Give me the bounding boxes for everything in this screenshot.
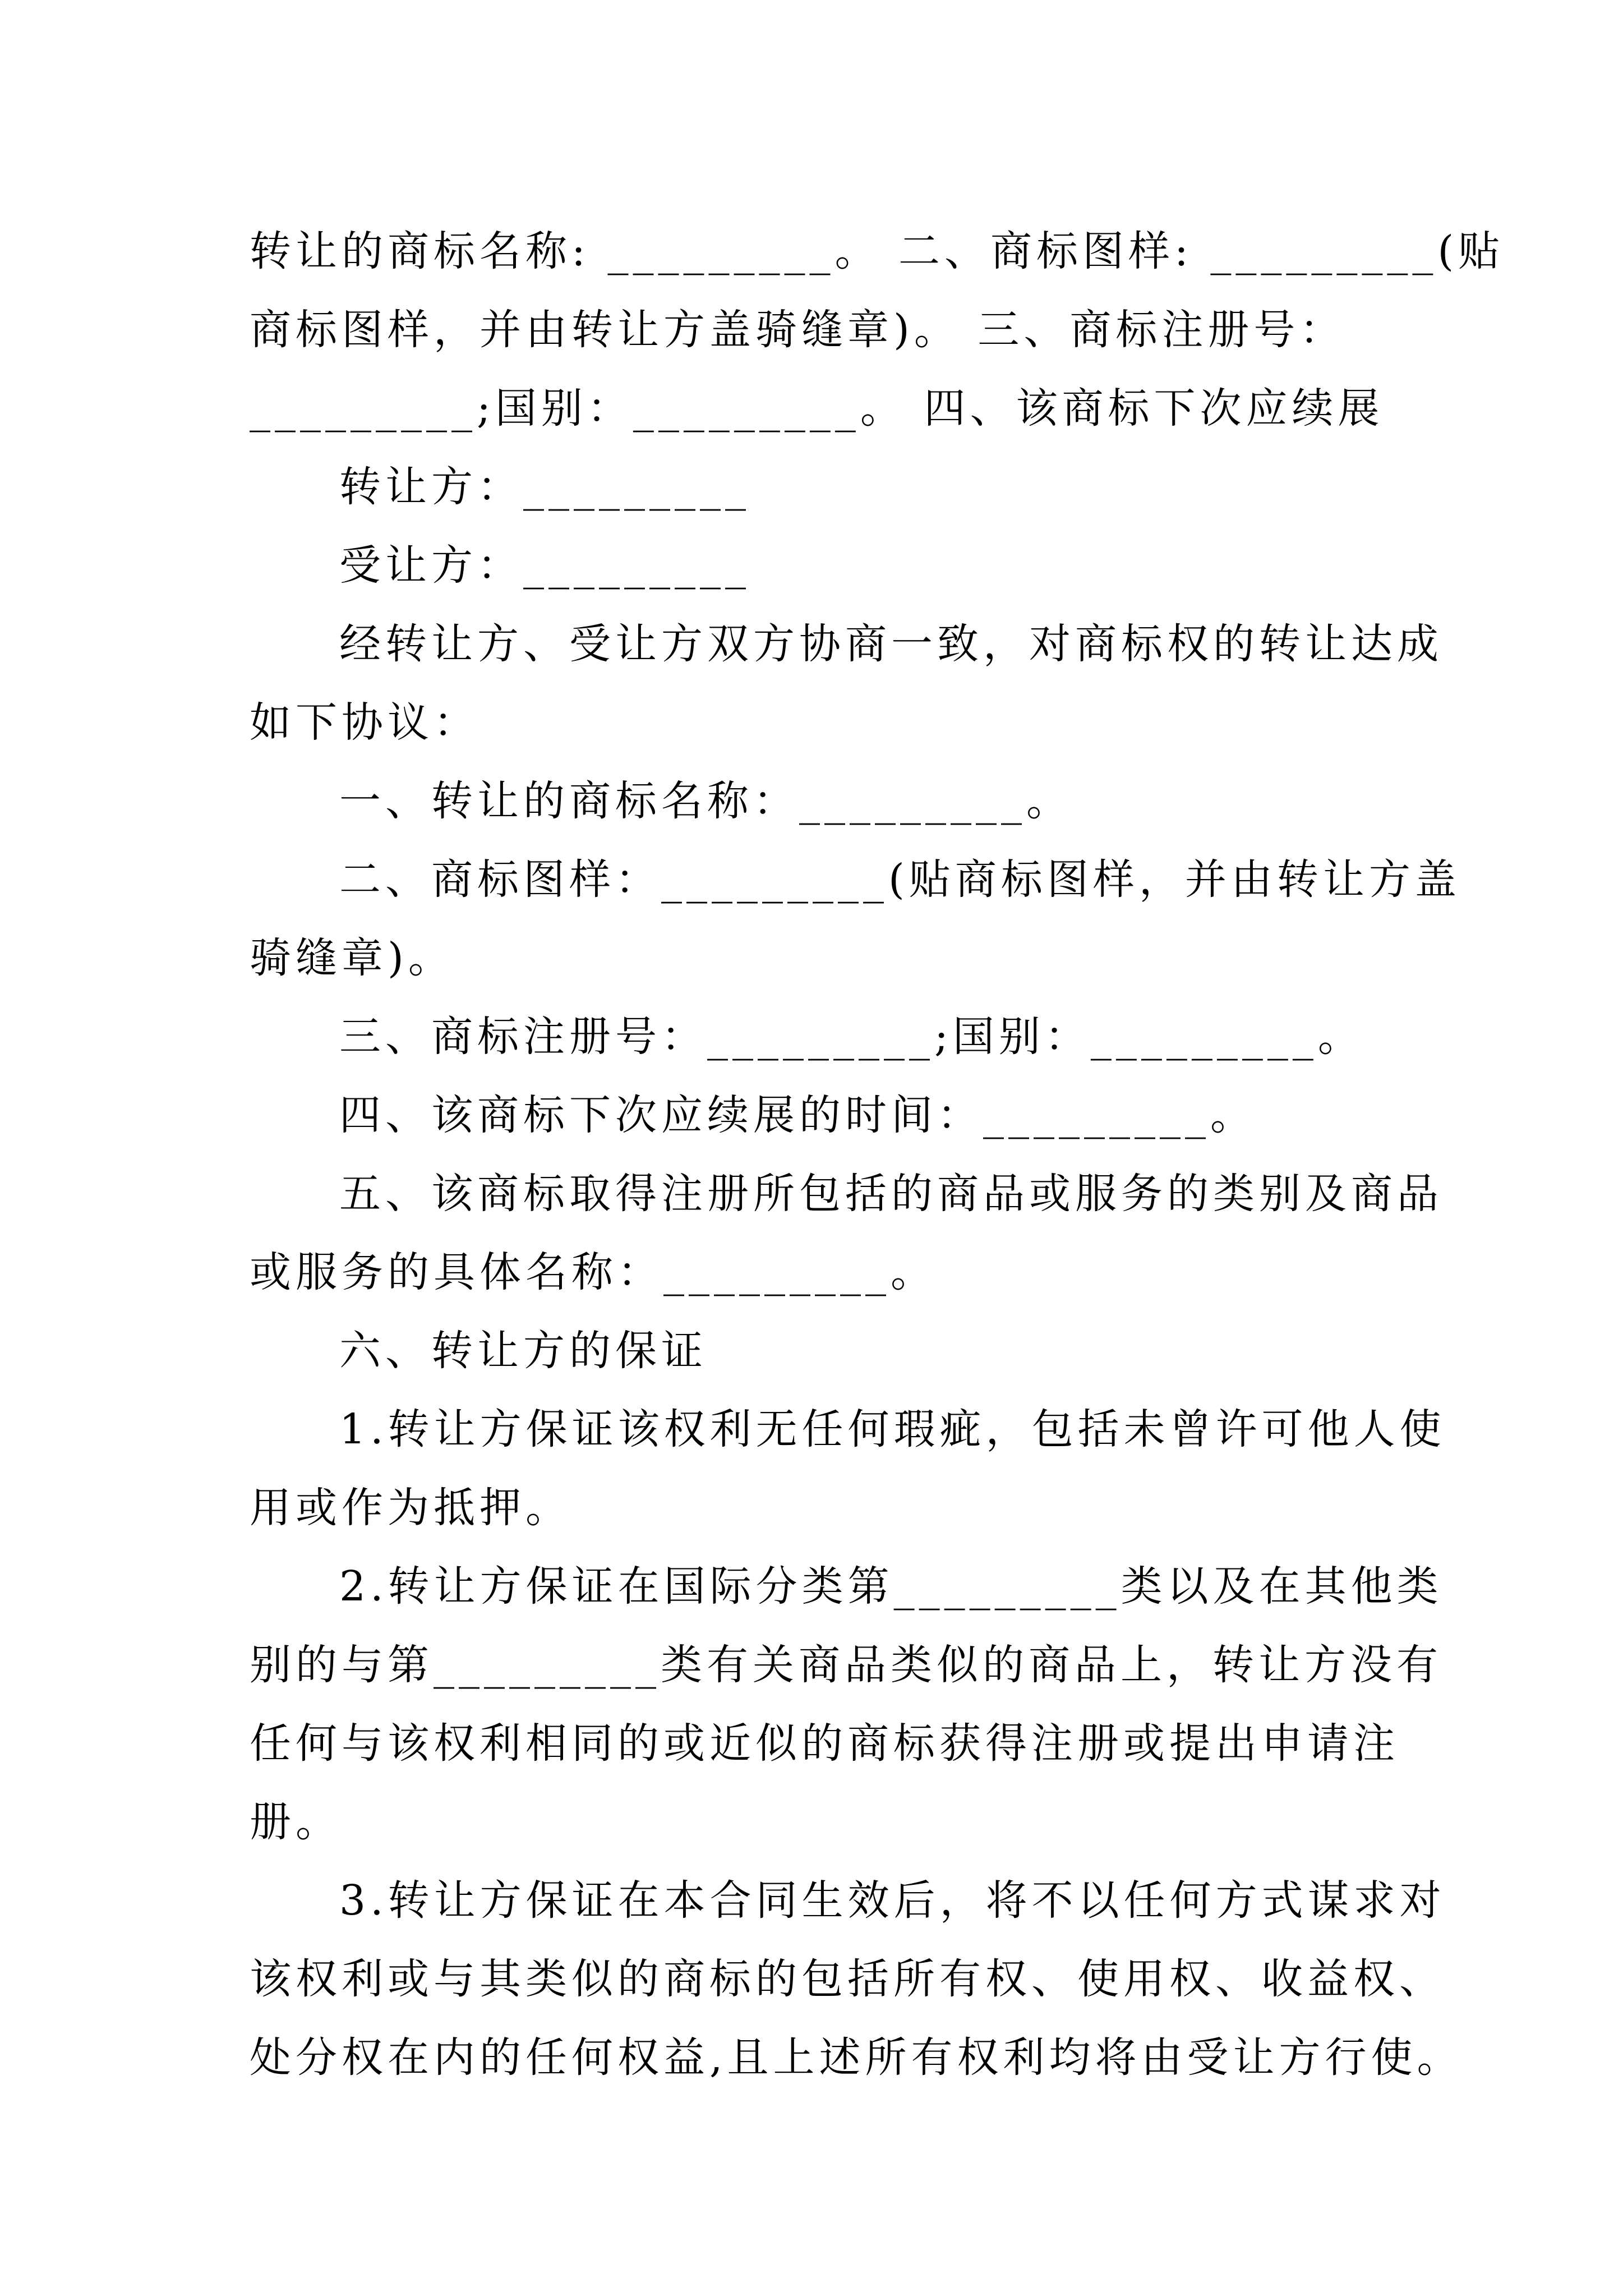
guarantee-2: 2.转让方保证在国际分类第_________类以及在其他类: [339, 1562, 1443, 1611]
text-line: 转让的商标名称: _________。 二、商标图样: _________(贴: [250, 227, 1505, 275]
document-body: [250, 212, 1505, 2097]
clause-6-heading: 六、转让方的保证: [339, 1327, 707, 1375]
guarantee-3: 3.转让方保证在本合同生效后，将不以任何方式谋求对: [339, 1876, 1446, 1925]
clause-2: 二、商标图样：_________(贴商标图样，并由转让方盖: [339, 855, 1461, 904]
text-line: 骑缝章)。: [250, 934, 454, 982]
text-line: 该权利或与其类似的商标的包括所有权、使用权、收益权、: [250, 1955, 1445, 2003]
text-line: 经转让方、受让方双方协商一致，对商标权的转让达成: [339, 620, 1443, 668]
transferee-line: 受让方：_________: [339, 541, 750, 590]
clause-4: 四、该商标下次应续展的时间：_________。: [339, 1091, 1256, 1139]
text-line: 如下协议：: [250, 698, 479, 747]
clause-1: 一、转让的商标名称：_________。: [339, 777, 1072, 825]
transferor-line: 转让方：_________: [339, 463, 750, 511]
text-line: 任何与该权利相同的或近似的商标获得注册或提出申请注: [250, 1719, 1399, 1768]
text-line: 别的与第_________类有关商品类似的商品上，转让方没有: [250, 1641, 1442, 1689]
text-line: 或服务的具体名称：_________。: [250, 1248, 937, 1296]
clause-5: 五、该商标取得注册所包括的商品或服务的类别及商品: [339, 1170, 1443, 1218]
text-line: 册。: [250, 1798, 342, 1846]
text-line: 用或作为抵押。: [250, 1484, 571, 1532]
text-line: _________;国别：_________。 四、该商标下次应续展: [250, 384, 1384, 432]
clause-3: 三、商标注册号：_________;国别：_________。: [339, 1013, 1364, 1061]
text-line: 处分权在内的任何权益,且上述所有权利均将由受让方行使。: [250, 2033, 1463, 2082]
text-line: 商标图样，并由转让方盖骑缝章)。 三、商标注册号：: [250, 306, 1346, 354]
guarantee-1: 1.转让方保证该权利无任何瑕疵，包括未曾许可他人使: [339, 1405, 1446, 1453]
